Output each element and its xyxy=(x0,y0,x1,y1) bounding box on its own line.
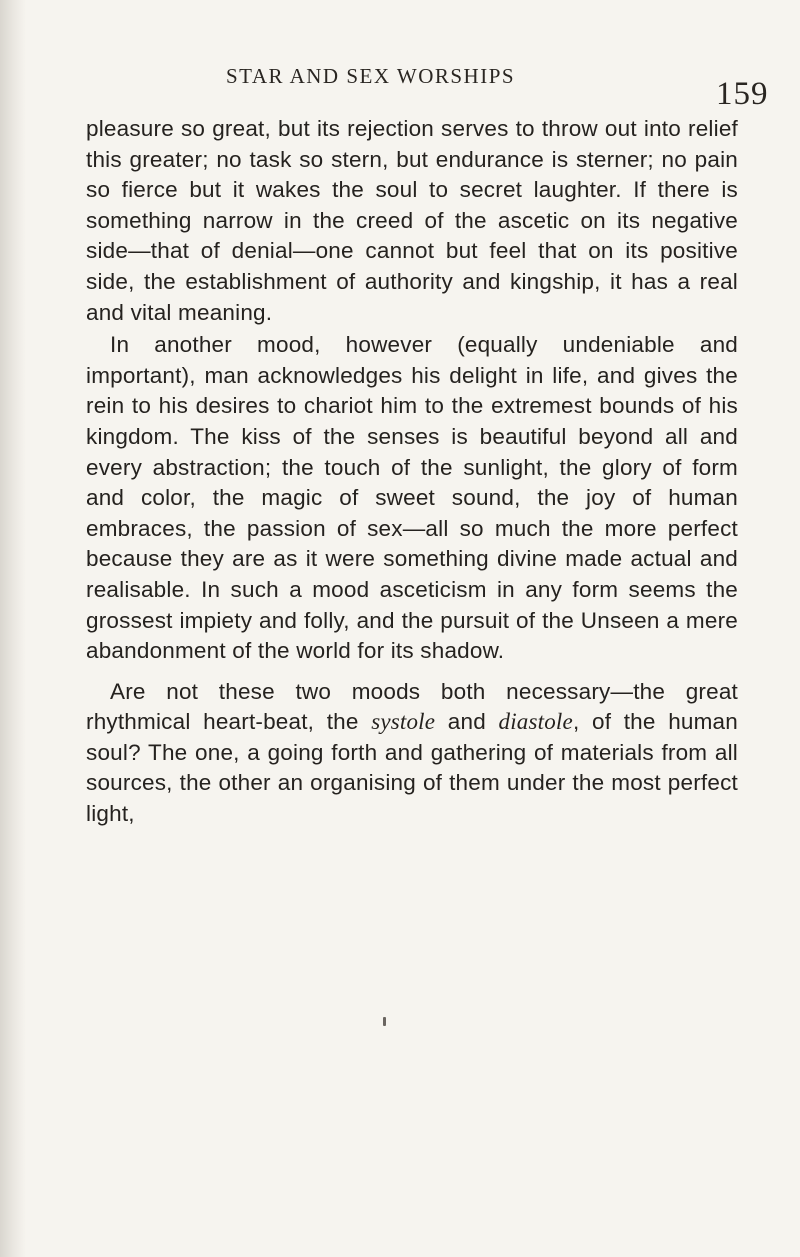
paragraph-text: In another mood, however (equally undeniable and important), man acknowledges his delight in life, and gives the rein to his desires to chariot him to the extremest bounds of his kingdom. The kiss of the senses is beautiful beyond all and every abstraction; the touch of the sunlight, the glory of form and color, the magic of sweet sound, the joy of human embraces, the passion of sex—all so much the more perfect because they are as it were something divine made actual and realisable. In such a mood asceticism in any form seems the grossest impiety and folly, and the pursuit of the Unseen a mere abandonment of the world for its shadow. xyxy=(86,332,738,664)
paragraph xyxy=(86,330,738,667)
paragraph xyxy=(86,114,738,328)
paragraph xyxy=(86,677,738,830)
binding-gutter-shadow xyxy=(0,0,26,1257)
paragraph-text: Are not these two moods both necessary—the great rhythmical heart-beat, the xyxy=(86,678,738,735)
italic-term-systole: systole xyxy=(371,709,436,735)
paragraph-text: , of the human soul? The one, a going forth and gathering of materials from all sources, the other an organising of them under the most perfect light, xyxy=(86,709,738,827)
body-text xyxy=(86,114,738,830)
print-speck xyxy=(383,1017,386,1026)
paragraph-text: pleasure so great, but its rejection serves to throw out into relief this greater; no task so stern, but endurance is sterner; no pain so fierce but it wakes the soul to secret laughter. If there is something narrow in the creed of the ascetic on its negative side—that of denial—one cannot but feel that on its positive side, the establishment of authority and kingship, it has a real and vital meaning. xyxy=(86,116,738,325)
page-number: 159 xyxy=(716,76,769,112)
running-head: STAR AND SEX WORSHIPS xyxy=(226,64,516,88)
paragraph-text: and xyxy=(435,709,499,735)
italic-term-diastole: diastole xyxy=(498,709,573,735)
